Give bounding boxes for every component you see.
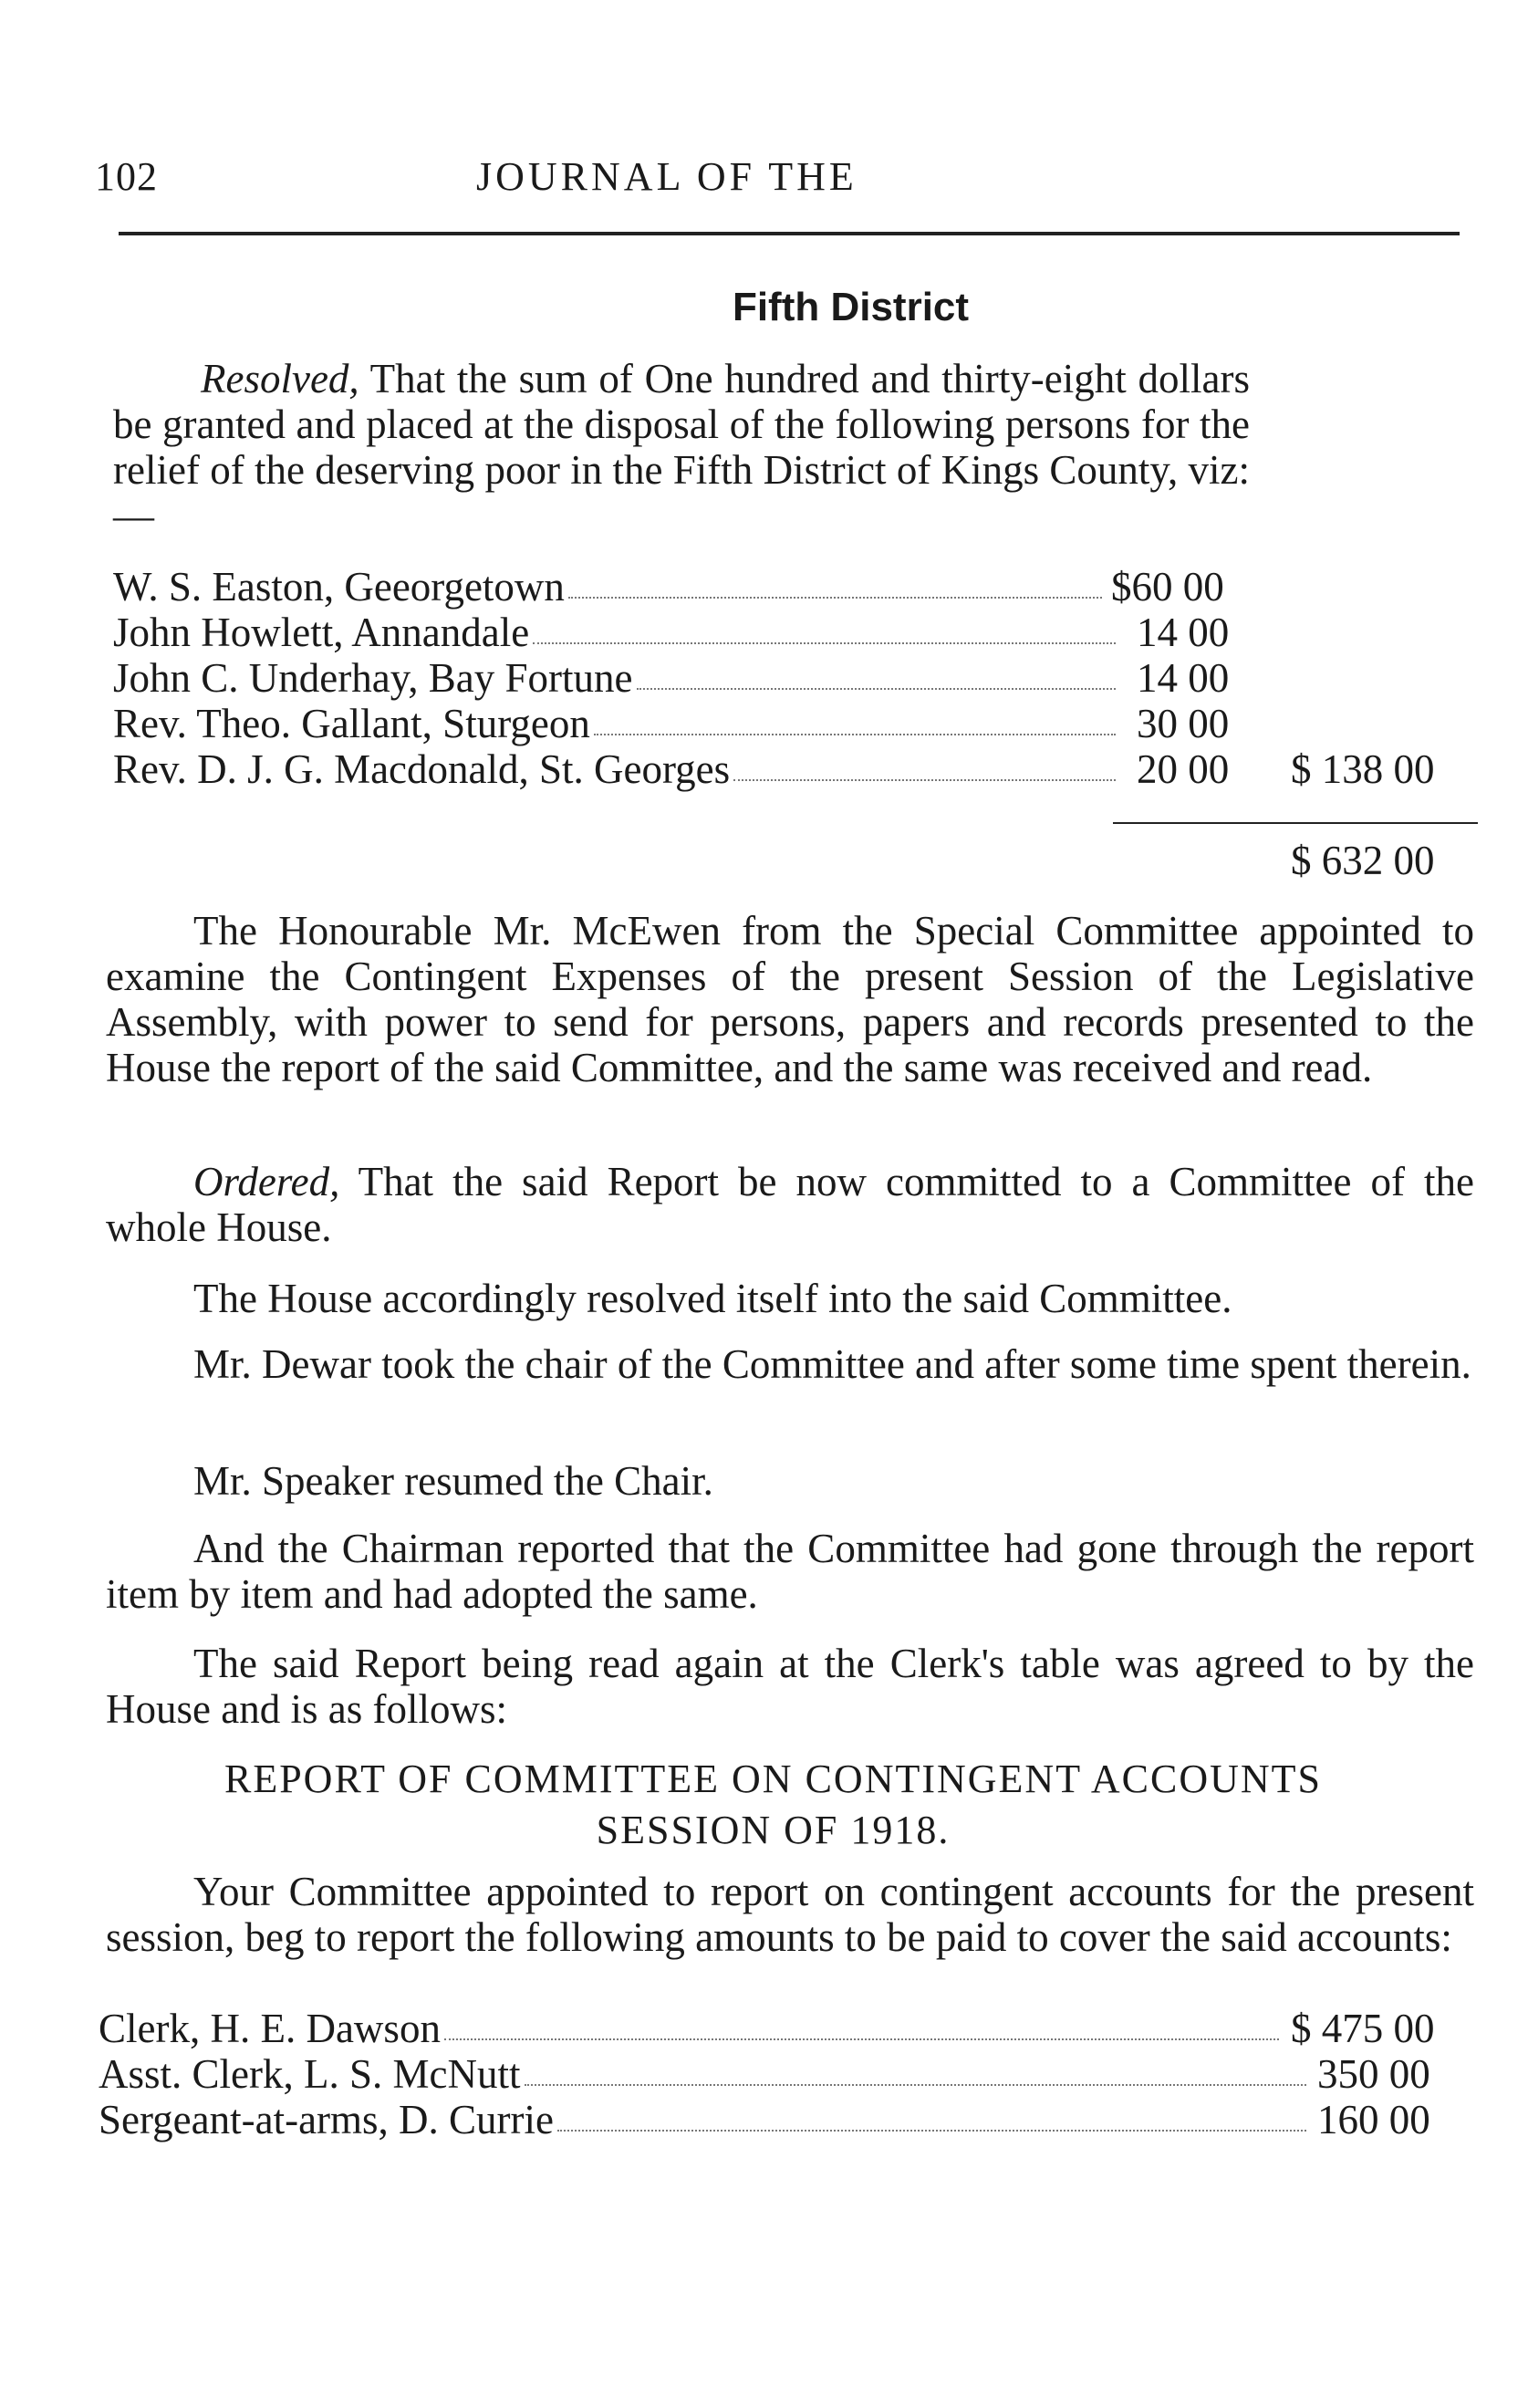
district-heading: Fifth District [732, 285, 970, 329]
grant-amount: 20 00 [1137, 746, 1230, 792]
committee-paragraph: The House accordingly resolved itself into the said Committee. [193, 1276, 1232, 1321]
page-number: 102 [95, 154, 158, 199]
grant-name: Rev. D. J. G. Macdonald, St. Georges [113, 746, 731, 792]
grant-row [113, 655, 1121, 701]
ordered-lead: Ordered, [193, 1159, 340, 1204]
grant-row [113, 564, 1107, 610]
account-row [99, 2006, 1284, 2051]
leader-dots [594, 701, 1116, 735]
sum-rule [1113, 822, 1478, 824]
leader-dots [733, 746, 1116, 781]
leader-dots [525, 2051, 1306, 2086]
account-name: Clerk, H. E. Dawson [99, 2006, 441, 2051]
account-row [99, 2051, 1312, 2097]
ordered-paragraph [106, 1159, 1474, 1250]
resolution-text: That the sum of One hundred and thirty-eight dollars be granted and placed at the disposal of the following persons for the relief of the deserving poor in the Fifth District of Kings County, viz:— [113, 356, 1250, 538]
grant-amount: $60 00 [1111, 564, 1224, 610]
grant-amount: 14 00 [1137, 655, 1230, 701]
chairman-paragraph: And the Chairman reported that the Committee had gone through the report item by item and had adopted the same. [106, 1526, 1474, 1617]
district-total: $ 138 00 [1291, 746, 1435, 792]
grant-name: John Howlett, Annandale [113, 610, 530, 655]
grant-amount: 30 00 [1137, 701, 1230, 746]
leader-dots [557, 2097, 1306, 2132]
report-read-paragraph: The said Report being read again at the Clerk's table was agreed to by the House and is as follows: [106, 1641, 1474, 1732]
speaker-paragraph: Mr. Speaker resumed the Chair. [193, 1458, 713, 1504]
report-subtitle: SESSION OF 1918. [596, 1808, 951, 1852]
account-row [99, 2097, 1312, 2142]
grant-name: W. S. Easton, Geeorgetown [113, 564, 565, 610]
grant-row [113, 701, 1121, 746]
grant-name: John C. Underhay, Bay Fortune [113, 655, 633, 701]
resolution-paragraph [113, 356, 1250, 538]
resolved-lead: Resolved, [201, 356, 359, 401]
grant-name: Rev. Theo. Gallant, Sturgeon [113, 701, 590, 746]
report-title: REPORT OF COMMITTEE ON CONTINGENT ACCOUNTS [223, 1756, 1322, 1801]
grand-total: $ 632 00 [1291, 838, 1435, 883]
grant-row [113, 610, 1121, 655]
leader-dots [444, 2006, 1279, 2040]
mcewen-paragraph: The Honourable Mr. McEwen from the Special Committee appointed to examine the Contingent Expenses of the present Session of the Legislative Assembly, with power to send for persons, papers and records presented to the House the report of the said Committee, and the same was received and read. [106, 908, 1474, 1090]
account-name: Asst. Clerk, L. S. McNutt [99, 2051, 521, 2097]
dewar-paragraph: Mr. Dewar took the chair of the Committee and after some time spent therein. [193, 1341, 1471, 1387]
account-amount: 350 00 [1317, 2051, 1430, 2097]
grant-row [113, 746, 1121, 792]
ordered-text: That the said Report be now committed to a Committee of the whole House. [106, 1159, 1474, 1250]
leader-dots [533, 610, 1116, 644]
grant-amount: 14 00 [1137, 610, 1230, 655]
header-rule [119, 232, 1460, 235]
account-amount: $ 475 00 [1291, 2006, 1435, 2051]
running-title: JOURNAL OF THE [476, 154, 858, 199]
leader-dots [637, 655, 1116, 690]
leader-dots [568, 564, 1102, 599]
account-name: Sergeant-at-arms, D. Currie [99, 2097, 554, 2142]
report-intro: Your Committee appointed to report on contingent accounts for the present session, beg to report the following amounts to be paid to cover the said accounts: [106, 1869, 1474, 1960]
account-amount: 160 00 [1317, 2097, 1430, 2142]
